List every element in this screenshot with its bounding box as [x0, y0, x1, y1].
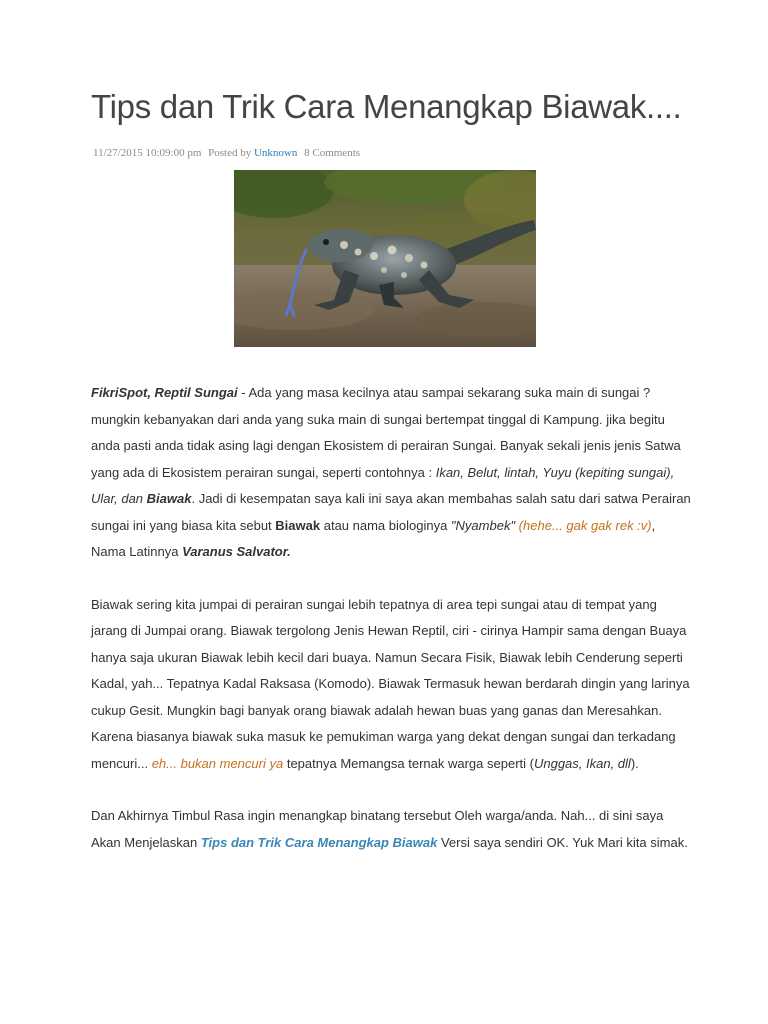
- description-text: Biawak sering kita jumpai di perairan sungai lebih tepatnya di area tepi sungai atau di tempat yang jarang di Jumpai orang. Biawak tergolong Jenis Hewan Reptil, ciri - cirinya Hampir sama dengan Buaya hanya saja ukuran Biawak lebih kecil dari buaya. Namun Secara Fisik, Biawak lebih Cenderung seperti Kadal, yah... Tepatnya Kadal Raksasa (Komodo). Biawak Termasuk hewan berdarah dingin yang larinya cukup Gesit. Mungkin bagi banyak orang biawak adalah hewan buas yang ganas dan Meresahkan. Karena biasanya biawak suka masuk ke pemukiman warga yang dekat dengan sungai dan terkadang mencuri...: [91, 596, 690, 771]
- latin-name: Varanus Salvator.: [182, 544, 291, 559]
- paragraph-intro: [91, 380, 691, 566]
- paragraph-conclusion: [91, 803, 691, 856]
- correction-aside: eh... bukan mencuri ya: [151, 755, 284, 771]
- post-title[interactable]: Tips dan Trik Cara Menangkap Biawak....: [91, 88, 682, 125]
- fauna-list: Ikan, Belut, lintah, Yuyu (kepiting sungai), Ular, dan: [91, 464, 675, 506]
- latin-label: , Nama Latinnya: [91, 517, 656, 559]
- biawak-photo: [234, 170, 536, 347]
- intro-text-continued: . Jadi di kesempatan saya kali ini saya akan membahas salah satu dari satwa Perairan sungai ini yang biasa kita sebut: [91, 491, 691, 533]
- biawak-bold: Biawak: [275, 517, 321, 533]
- comments-link[interactable]: 8 Comments: [304, 147, 361, 159]
- nyambek-name: "Nyambek": [450, 517, 519, 533]
- intro-text-biology: atau nama biologinya: [320, 517, 451, 533]
- intro-text: - Ada yang masa kecilnya atau sampai sekarang suka main di sungai ? mungkin kebanyakan dari anda yang suka main di sungai bertempat tinggal di Kampung. jika begitu anda pasti anda tidak asing lagi dengan Ekosistem di perairan Sungai. Banyak sekali jenis jenis Satwa yang ada di Ekosistem perairan sungai, seperti contohnya :: [91, 385, 681, 480]
- conclusion-end: Versi saya sendiri OK. Yuk Mari kita simak.: [437, 834, 688, 850]
- description-end: ).: [630, 755, 639, 771]
- conclusion-text: Dan Akhirnya Timbul Rasa ingin menangkap binatang tersebut Oleh warga/anda. Nah... di sini saya Akan Menjelaskan: [91, 808, 664, 850]
- tips-link[interactable]: Tips dan Trik Cara Menangkap Biawak: [200, 834, 438, 850]
- prey-list: Unggas, Ikan, dll: [533, 755, 631, 771]
- author-link[interactable]: Unknown: [253, 147, 298, 159]
- posted-by-label: Posted by: [208, 147, 252, 159]
- intro-source-label: FikriSpot, Reptil Sungai: [91, 385, 238, 400]
- joke-aside: (hehe... gak gak rek :v): [518, 517, 652, 533]
- post-date[interactable]: 11/27/2015 10:09:00 pm: [93, 147, 202, 159]
- paragraph-description: [91, 592, 691, 778]
- post-body: [91, 380, 691, 882]
- description-text-continued: tepatnya Memangsa ternak warga seperti (: [283, 755, 534, 771]
- biawak-emphasis: Biawak: [146, 491, 192, 506]
- post-meta: [93, 147, 360, 159]
